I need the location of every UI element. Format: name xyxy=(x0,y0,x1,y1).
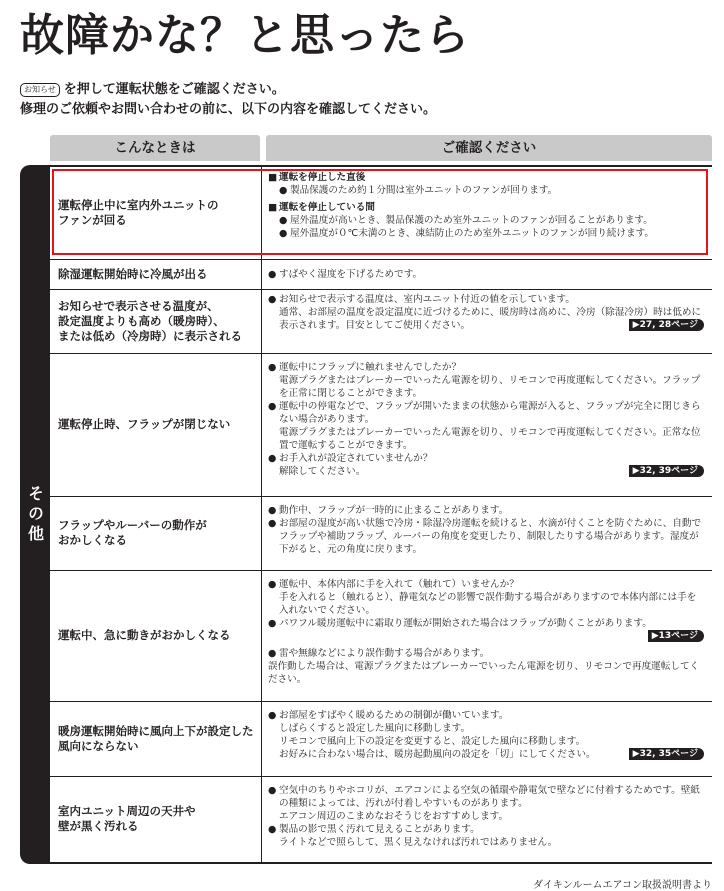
check-item: お知らせで表示する温度は、室内ユニット付近の値を示しています。 xyxy=(279,294,575,305)
check-item: 製品保護のため約１分間は室外ユニットのファンが回ります。 xyxy=(290,185,558,196)
section-heading: 運転を停止している間 xyxy=(279,202,375,213)
check-item: 運転中にフラップに触れませんでしたか？ xyxy=(279,362,462,373)
header-condition: こんなときは xyxy=(50,135,260,161)
check-cell: ● 運転中、本体内部に手を入れて（触れて）いませんか？ 手を入れると（触れると）、静電気などの影響で誤作動する場合がありますので本体内部には手を入れないでください。 ● パワフル暖房運転中に霜取り運転が開始された場合はフラップが動くことがあります。 ▶13ページ ● 雷や無線などにより誤作動する場合があります。 誤作動した場合は、電源プラグまたはブレーカーでいったん電源を切り、リモコンで再度運転してください。 xyxy=(262,570,712,701)
check-item: 運転中、本体内部に手を入れて（触れて）いませんか？ xyxy=(279,579,519,590)
page-title: 故障かな？と思ったら xyxy=(20,10,470,61)
table-row xyxy=(50,259,712,290)
intro xyxy=(20,80,436,120)
condition-cell: お知らせで表示させる温度が、 設定温度よりも高め（暖房時）、 または低め（冷房時）に表示される xyxy=(50,289,262,353)
table-row xyxy=(50,167,712,260)
check-item: 屋外温度が０℃未満のとき、凍結防止のため室外ユニットのファンが回り続けます。 xyxy=(290,228,655,239)
page-reference: ▶32, 35ページ xyxy=(629,748,704,760)
check-note: 手を入れると（触れると）、静電気などの影響で誤作動する場合がありますので本体内部には手を入れないでください。 xyxy=(279,592,697,616)
intro-line-1: を押して運転状態をご確認ください。 xyxy=(63,82,285,97)
page-reference: ▶13ページ xyxy=(648,630,704,642)
condition-cell: 運転停止時、フラップが閉じない xyxy=(50,353,262,496)
check-item: お部屋をすばやく暖めるための制御が働いています。 xyxy=(279,710,509,721)
table-row xyxy=(50,776,712,862)
check-cell: ● お部屋をすばやく暖めるための制御が働いています。 しばらくすると設定した風向に移動します。 リモコンで風向上下の設定を変更すると、設定した風向に移動します。 お好みに合わない場合は、暖房起動風向の設定を「切」にしてください。 ▶32, 35ページ xyxy=(262,701,712,776)
page-reference: ▶32, 39ページ xyxy=(629,465,704,477)
check-cell: ● 空気中のちりやホコリが、エアコンによる空気の循環や静電気で壁などに付着するためです。壁紙の種類によっては、汚れが付着しやすいものがあります。 エアコン周辺のこまめなおそうじをおすすめします。 ● 製品の影で黒く汚れて見えることがあります。 ライトなどで照らして、黒く見えなければ汚れではありません。 xyxy=(262,776,712,862)
check-note: お好みに合わない場合は、暖房起動風向の設定を「切」にしてください。 xyxy=(279,749,596,760)
check-item: 運転中の停電などで、フラップが開いたままの状態から電源が入ると、フラップが完全に閉じきらない場合があります。 xyxy=(279,401,701,425)
source-caption: ダイキンルームエアコン取扱説明書より xyxy=(533,880,712,891)
troubleshooting-table xyxy=(20,165,712,864)
check-note: 誤作動した場合は、電源プラグまたはブレーカーでいったん電源を切り、リモコンで再度運転してください。 xyxy=(268,661,700,685)
check-item: 製品の影で黒く汚れて見えることがあります。 xyxy=(279,824,480,835)
table-row xyxy=(50,701,712,777)
check-note: 電源プラグまたはブレーカーでいったん電源を切り、リモコンで再度運転してください。フラップを正常に閉じることができます。 xyxy=(279,375,701,399)
check-cell: ● 運転中にフラップに触れませんでしたか？ 電源プラグまたはブレーカーでいったん電源を切り、リモコンで再度運転してください。フラップを正常に閉じることができます。 ● 運転中の停電などで、フラップが開いたままの状態から電源が入ると、フラップが完全に閉じきらない場合があります。 電源プラグまたはブレーカーでいったん電源を切り、リモコンで再度運転してください。正常な位置で運転することができます。 ● お手入れが設定されていませんか？ 解除してください。 ▶32, 39ページ xyxy=(262,353,712,496)
check-note: 電源プラグまたはブレーカーでいったん電源を切り、リモコンで再度運転してください。正常な位置で運転することができます。 xyxy=(279,427,701,451)
check-item: お部屋の湿度が高い状態で冷房・除湿冷房運転を続けると、水滴が付くことを防ぐために、自動でフラップや補助フラップ、ルーバーの角度を変更したり、制限したりする場合があります。湿度が下がると、元の角度に戻ります。 xyxy=(279,518,702,555)
intro-line-2: 修理のご依頼やお問い合わせの前に、以下の内容を確認してください。 xyxy=(20,102,437,117)
check-item: すばやく湿度を下げるためです。 xyxy=(279,268,423,280)
check-note: しばらくすると設定した風向に移動します。 xyxy=(279,723,471,734)
check-note: リモコンで風向上下の設定を変更すると、設定した風向に移動します。 xyxy=(279,736,586,747)
check-cell: ● すばやく湿度を下げるためです。 xyxy=(268,268,423,280)
oshirase-button-icon: お知らせ xyxy=(20,83,60,97)
condition-cell: 運転中、急に動きがおかしくなる xyxy=(50,570,262,701)
check-cell: ■ 運転を停止した直後 ● 製品保護のため約１分間は室外ユニットのファンが回ります。 ■ 運転を停止している間 ● 屋外温度が高いとき、製品保護のため室外ユニットのファンが回ることがあります。 ● 屋外温度が０℃未満のとき、凍結防止のため室外ユニットのファンが回り続けます。 xyxy=(262,167,712,259)
category-label: その他 xyxy=(25,484,45,545)
table-row xyxy=(50,570,712,702)
page-reference: ▶27, 28ページ xyxy=(629,319,704,331)
table-row xyxy=(50,289,712,354)
check-note: エアコン周辺のこまめなおそうじをおすすめします。 xyxy=(279,811,509,822)
header-check: ご確認ください xyxy=(266,135,712,161)
condition-cell: 暖房運転開始時に風向上下が設定した風向にならない xyxy=(50,701,262,776)
check-item: 動作中、フラップが一時的に止まることがあります。 xyxy=(279,505,509,516)
check-cell: ● 動作中、フラップが一時的に止まることがあります。 ● お部屋の湿度が高い状態で冷房・除湿冷房運転を続けると、水滴が付くことを防ぐために、自動でフラップや補助フラップ、ルーバーの角度を変更したり、制限したりする場合があります。湿度が下がると、元の角度に戻ります。 xyxy=(262,496,712,570)
condition-cell: 除湿運転開始時に冷風が出る xyxy=(50,259,262,289)
check-item: 屋外温度が高いとき、製品保護のため室外ユニットのファンが回ることがあります。 xyxy=(290,215,653,226)
check-note: 通常、お部屋の温度を設定温度に近づけるために、暖房時は高めに、冷房（除湿冷房）時は低めに表示されます。目安としてご使用ください。 xyxy=(279,307,702,331)
table-row xyxy=(50,496,712,571)
check-cell: ● お知らせで表示する温度は、室内ユニット付近の値を示しています。 通常、お部屋の温度を設定温度に近づけるために、暖房時は高めに、冷房（除湿冷房）時は低めに表示されます。目安としてご使用ください。 ▶27, 28ページ xyxy=(262,289,712,353)
condition-cell: フラップやルーバーの動作が おかしくなる xyxy=(50,496,262,570)
check-item: お手入れが設定されていませんか？ xyxy=(279,453,433,464)
check-item: パワフル暖房運転中に霜取り運転が開始された場合はフラップが動くことがあります。 xyxy=(279,618,652,629)
condition-cell: 室内ユニット周辺の天井や 壁が黒く汚れる xyxy=(50,776,262,862)
table-row xyxy=(50,353,712,497)
section-heading: 運転を停止した直後 xyxy=(279,172,366,183)
check-item: 雷や無線などにより誤作動する場合があります。 xyxy=(279,648,490,659)
condition-cell: 運転停止中に室内外ユニットの ファンが回る xyxy=(50,167,262,259)
check-note: 解除してください。 xyxy=(279,466,366,477)
check-note: ライトなどで照らして、黒く見えなければ汚れではありません。 xyxy=(279,837,558,848)
check-item: 空気中のちりやホコリが、エアコンによる空気の循環や静電気で壁などに付着するためです。壁紙の種類によっては、汚れが付着しやすいものがあります。 xyxy=(279,785,700,809)
